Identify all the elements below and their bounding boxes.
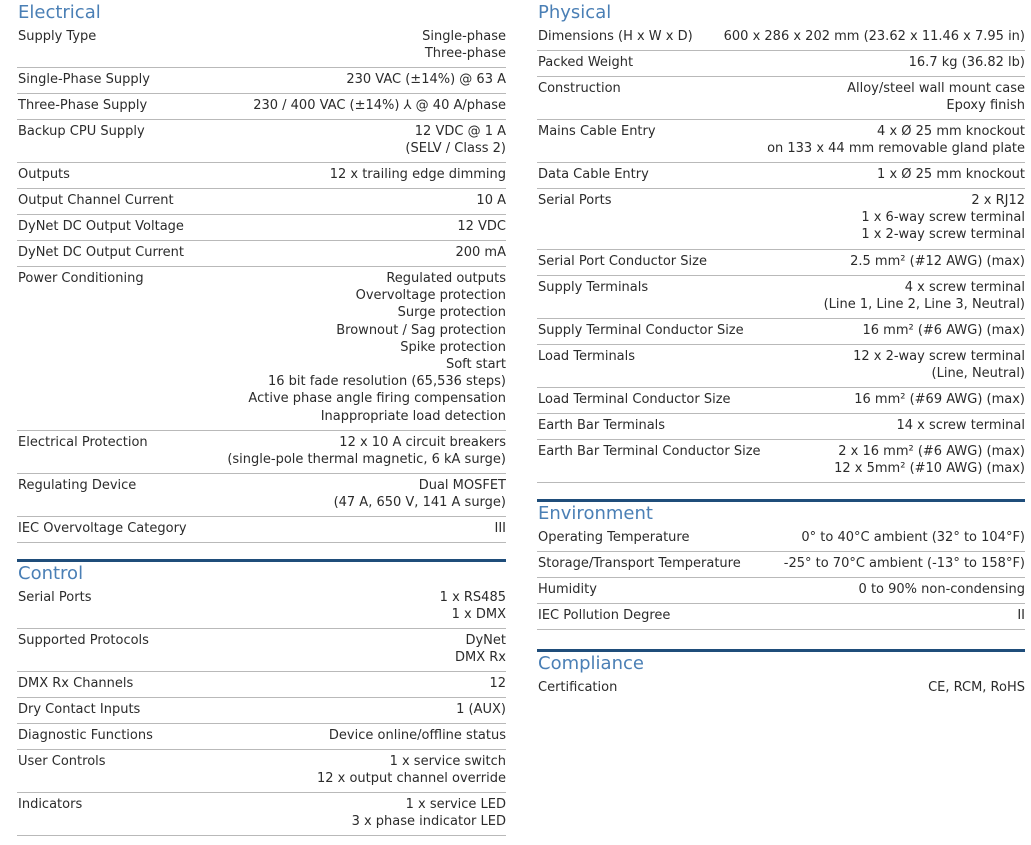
- spec-value: [847, 80, 1025, 119]
- spec-label: Load Terminal Conductor Size: [538, 392, 731, 407]
- spec-row: [537, 319, 1025, 345]
- spec-value-line: 1 (AUX): [456, 702, 506, 717]
- spec-row: [537, 25, 1025, 51]
- spec-value: [440, 589, 506, 628]
- spec-value-line: Active phase angle firing compensation: [248, 391, 506, 407]
- spec-value-line: 1 x 2-way screw terminal: [861, 227, 1025, 243]
- spec-label: Regulating Device: [18, 478, 137, 493]
- spec-label: Humidity: [538, 582, 597, 597]
- spec-row: [537, 414, 1025, 440]
- spec-label: DMX Rx Channels: [18, 676, 134, 691]
- spec-value-line: Inappropriate load detection: [320, 408, 506, 424]
- spec-row: [17, 724, 506, 750]
- spec-table: [537, 526, 1025, 630]
- spec-label: Storage/Transport Temperature: [538, 556, 741, 571]
- spec-row: [537, 345, 1025, 388]
- spec-row: [537, 526, 1025, 552]
- spec-row: [537, 51, 1025, 77]
- spec-value-line: 1 x DMX: [451, 607, 506, 623]
- spec-value-line: 2.5 mm² (#12 AWG) (max): [850, 254, 1025, 269]
- spec-row: [17, 517, 506, 543]
- spec-label: Earth Bar Terminal Conductor Size: [538, 444, 761, 459]
- spec-row: [17, 750, 506, 793]
- spec-value: [227, 434, 506, 473]
- spec-row: [537, 552, 1025, 578]
- spec-row: [17, 474, 506, 517]
- spec-label: Backup CPU Supply: [18, 124, 145, 139]
- spec-row: [537, 676, 1025, 702]
- spec-value-line: DyNet: [465, 633, 506, 648]
- spec-value-line: 1 x 6-way screw terminal: [861, 210, 1025, 226]
- spec-value-line: 1 x RS485: [439, 590, 506, 605]
- spec-value-line: (47 A, 650 V, 141 A surge): [333, 495, 506, 511]
- spec-row: [537, 189, 1025, 250]
- spec-value-line: 200 mA: [455, 245, 506, 260]
- spec-value: [317, 753, 506, 792]
- spec-value: [476, 192, 506, 214]
- spec-value: [801, 529, 1025, 551]
- spec-value-line: II: [1017, 608, 1025, 623]
- spec-value-line: 16 mm² (#6 AWG) (max): [862, 323, 1025, 338]
- spec-value-line: Regulated outputs: [386, 271, 506, 286]
- control-section: [17, 559, 506, 836]
- spec-value: [724, 28, 1025, 50]
- spec-value-line: 16 mm² (#69 AWG) (max): [854, 392, 1025, 407]
- spec-value: [455, 632, 506, 671]
- spec-value: [853, 348, 1025, 387]
- spec-label: Construction: [538, 81, 621, 96]
- spec-label: Serial Port Conductor Size: [538, 254, 707, 269]
- spec-value-line: 230 / 400 VAC (±14%) ⅄ @ 40 A/phase: [253, 98, 506, 113]
- spec-value-line: 4 x Ø 25 mm knockout: [877, 124, 1025, 139]
- spec-value: [834, 443, 1025, 482]
- spec-value: [494, 520, 506, 542]
- spec-row: [17, 25, 506, 68]
- spec-value-line: 3 x phase indicator LED: [351, 814, 506, 830]
- spec-value-line: 16.7 kg (36.82 lb): [908, 55, 1025, 70]
- physical-section: [537, 1, 1025, 483]
- spec-row: [537, 440, 1025, 483]
- spec-row: [537, 120, 1025, 163]
- spec-row: [17, 215, 506, 241]
- spec-label: Certification: [538, 680, 618, 695]
- spec-label: DyNet DC Output Current: [18, 245, 184, 260]
- spec-row: [537, 250, 1025, 276]
- spec-label: Load Terminals: [538, 349, 636, 364]
- spec-value-line: Brownout / Sag protection: [336, 322, 506, 338]
- spec-value: [824, 279, 1025, 318]
- spec-value-line: (single-pole thermal magnetic, 6 kA surge): [227, 452, 506, 468]
- spec-value-line: 0° to 40°C ambient (32° to 104°F): [801, 530, 1025, 545]
- spec-value: [457, 218, 506, 240]
- spec-value-line: 12 VDC: [457, 219, 506, 234]
- spec-row: [17, 163, 506, 189]
- section-title: Electrical: [18, 2, 101, 23]
- spec-label: Diagnostic Functions: [18, 728, 153, 743]
- spec-value: [767, 123, 1025, 162]
- spec-value: [352, 796, 506, 835]
- spec-label: Output Channel Current: [18, 193, 174, 208]
- spec-label: Mains Cable Entry: [538, 124, 656, 139]
- spec-label: Supply Type: [18, 29, 97, 44]
- spec-value: [253, 97, 506, 119]
- spec-label: Outputs: [18, 167, 70, 182]
- spec-value-line: 12 x 5mm² (#10 AWG) (max): [834, 461, 1025, 477]
- spec-row: [17, 586, 506, 629]
- spec-value-line: Single-phase: [422, 29, 506, 44]
- right-column: [537, 0, 1025, 702]
- spec-value: [850, 253, 1025, 275]
- spec-value: [859, 581, 1025, 603]
- left-column: [17, 0, 506, 836]
- spec-label: User Controls: [18, 754, 106, 769]
- spec-value-line: Overvoltage protection: [355, 288, 506, 304]
- spec-label: Dimensions (H x W x D): [538, 29, 693, 44]
- spec-value-line: -25° to 70°C ambient (-13° to 158°F): [783, 556, 1025, 571]
- compliance-section: [537, 649, 1025, 702]
- spec-label: Data Cable Entry: [538, 167, 649, 182]
- spec-row: [17, 267, 506, 431]
- spec-row: [17, 431, 506, 474]
- spec-value: [909, 54, 1025, 76]
- spec-label: Single-Phase Supply: [18, 72, 150, 87]
- spec-value-line: 0 to 90% non-condensing: [858, 582, 1025, 597]
- spec-label: Serial Ports: [538, 193, 612, 208]
- spec-table: [17, 586, 506, 836]
- spec-row: [17, 94, 506, 120]
- spec-value: [455, 244, 506, 266]
- spec-value: [1017, 607, 1025, 629]
- electrical-section: [17, 1, 506, 543]
- spec-value-line: 1 x service switch: [389, 754, 506, 769]
- spec-value-line: 12 x output channel override: [316, 771, 506, 787]
- spec-value-line: 12 x 10 A circuit breakers: [339, 435, 506, 450]
- spec-value: [784, 555, 1025, 577]
- spec-value-line: Soft start: [445, 357, 506, 373]
- spec-value-line: Surge protection: [397, 305, 506, 321]
- spec-label: Indicators: [18, 797, 83, 812]
- spec-label: IEC Overvoltage Category: [18, 521, 187, 536]
- spec-row: [537, 604, 1025, 630]
- spec-label: Power Conditioning: [18, 271, 144, 286]
- spec-label: Supply Terminals: [538, 280, 649, 295]
- spec-label: Electrical Protection: [18, 435, 148, 450]
- spec-value-line: Device online/offline status: [328, 728, 506, 743]
- section-title: Environment: [538, 503, 653, 524]
- spec-row: [17, 672, 506, 698]
- spec-row: [537, 276, 1025, 319]
- spec-row: [17, 793, 506, 836]
- spec-value-line: Alloy/steel wall mount case: [847, 81, 1025, 96]
- spec-label: Three-Phase Supply: [18, 98, 148, 113]
- spec-value: [330, 166, 506, 188]
- spec-value: [346, 71, 506, 93]
- spec-value: [877, 166, 1025, 188]
- spec-value-line: 12: [489, 676, 506, 691]
- spec-value-line: 2 x RJ12: [971, 193, 1025, 208]
- spec-value-line: 16 bit fade resolution (65,536 steps): [267, 374, 506, 390]
- spec-value: [405, 123, 506, 162]
- spec-value-line: (Line 1, Line 2, Line 3, Neutral): [823, 297, 1025, 313]
- spec-label: Earth Bar Terminals: [538, 418, 666, 433]
- spec-value-line: 12 x trailing edge dimming: [329, 167, 506, 182]
- spec-value: [854, 391, 1025, 413]
- spec-value: [928, 679, 1025, 702]
- spec-value: [456, 701, 506, 723]
- spec-value-line: 12 x 2-way screw terminal: [853, 349, 1025, 364]
- spec-value-line: Epoxy finish: [946, 98, 1025, 114]
- spec-label: Packed Weight: [538, 55, 634, 70]
- spec-label: Serial Ports: [18, 590, 92, 605]
- spec-row: [17, 189, 506, 215]
- spec-value: [422, 28, 506, 67]
- spec-label: IEC Pollution Degree: [538, 608, 671, 623]
- section-title: Control: [18, 563, 84, 584]
- spec-value-line: Dual MOSFET: [418, 478, 506, 493]
- spec-value-line: (Line, Neutral): [931, 366, 1025, 382]
- spec-row: [537, 163, 1025, 189]
- spec-row: [17, 68, 506, 94]
- spec-value-line: 10 A: [476, 193, 506, 208]
- spec-value: [861, 192, 1025, 249]
- spec-table: [17, 25, 506, 543]
- section-title: Physical: [538, 2, 612, 23]
- spec-table: [537, 676, 1025, 702]
- spec-value-line: (SELV / Class 2): [405, 141, 506, 157]
- spec-value-line: Spike protection: [400, 339, 506, 355]
- spec-label: Supported Protocols: [18, 633, 149, 648]
- spec-value-line: 4 x screw terminal: [904, 280, 1025, 295]
- spec-row: [537, 578, 1025, 604]
- spec-label: Operating Temperature: [538, 530, 690, 545]
- spec-row: [17, 629, 506, 672]
- spec-value-line: 2 x 16 mm² (#6 AWG) (max): [838, 444, 1025, 459]
- spec-row: [17, 120, 506, 163]
- spec-label: Dry Contact Inputs: [18, 702, 141, 717]
- spec-row: [17, 698, 506, 724]
- spec-value: [863, 322, 1026, 344]
- spec-value: [334, 477, 506, 516]
- spec-row: [537, 77, 1025, 120]
- spec-table: [537, 25, 1025, 483]
- spec-value-line: 14 x screw terminal: [896, 418, 1025, 433]
- spec-value-line: Three-phase: [424, 46, 506, 62]
- spec-row: [17, 241, 506, 267]
- spec-value-line: 12 VDC @ 1 A: [414, 124, 506, 139]
- spec-value: [248, 270, 506, 430]
- spec-value: [896, 417, 1025, 439]
- spec-value-line: on 133 x 44 mm removable gland plate: [767, 141, 1025, 157]
- spec-value-line: 1 x service LED: [405, 797, 506, 812]
- spec-row: [537, 388, 1025, 414]
- spec-label: Supply Terminal Conductor Size: [538, 323, 744, 338]
- spec-value: [489, 675, 506, 697]
- spec-value: [329, 727, 506, 749]
- spec-value-line: DMX Rx: [455, 650, 506, 666]
- spec-label: DyNet DC Output Voltage: [18, 219, 184, 234]
- section-title: Compliance: [538, 653, 644, 674]
- spec-value-line: 600 x 286 x 202 mm (23.62 x 11.46 x 7.95 in): [723, 29, 1025, 44]
- spec-value-line: 1 x Ø 25 mm knockout: [877, 167, 1025, 182]
- environment-section: [537, 499, 1025, 630]
- spec-value-line: CE, RCM, RoHS: [928, 680, 1025, 695]
- spec-value-line: 230 VAC (±14%) @ 63 A: [346, 72, 506, 87]
- spec-value-line: III: [494, 521, 506, 536]
